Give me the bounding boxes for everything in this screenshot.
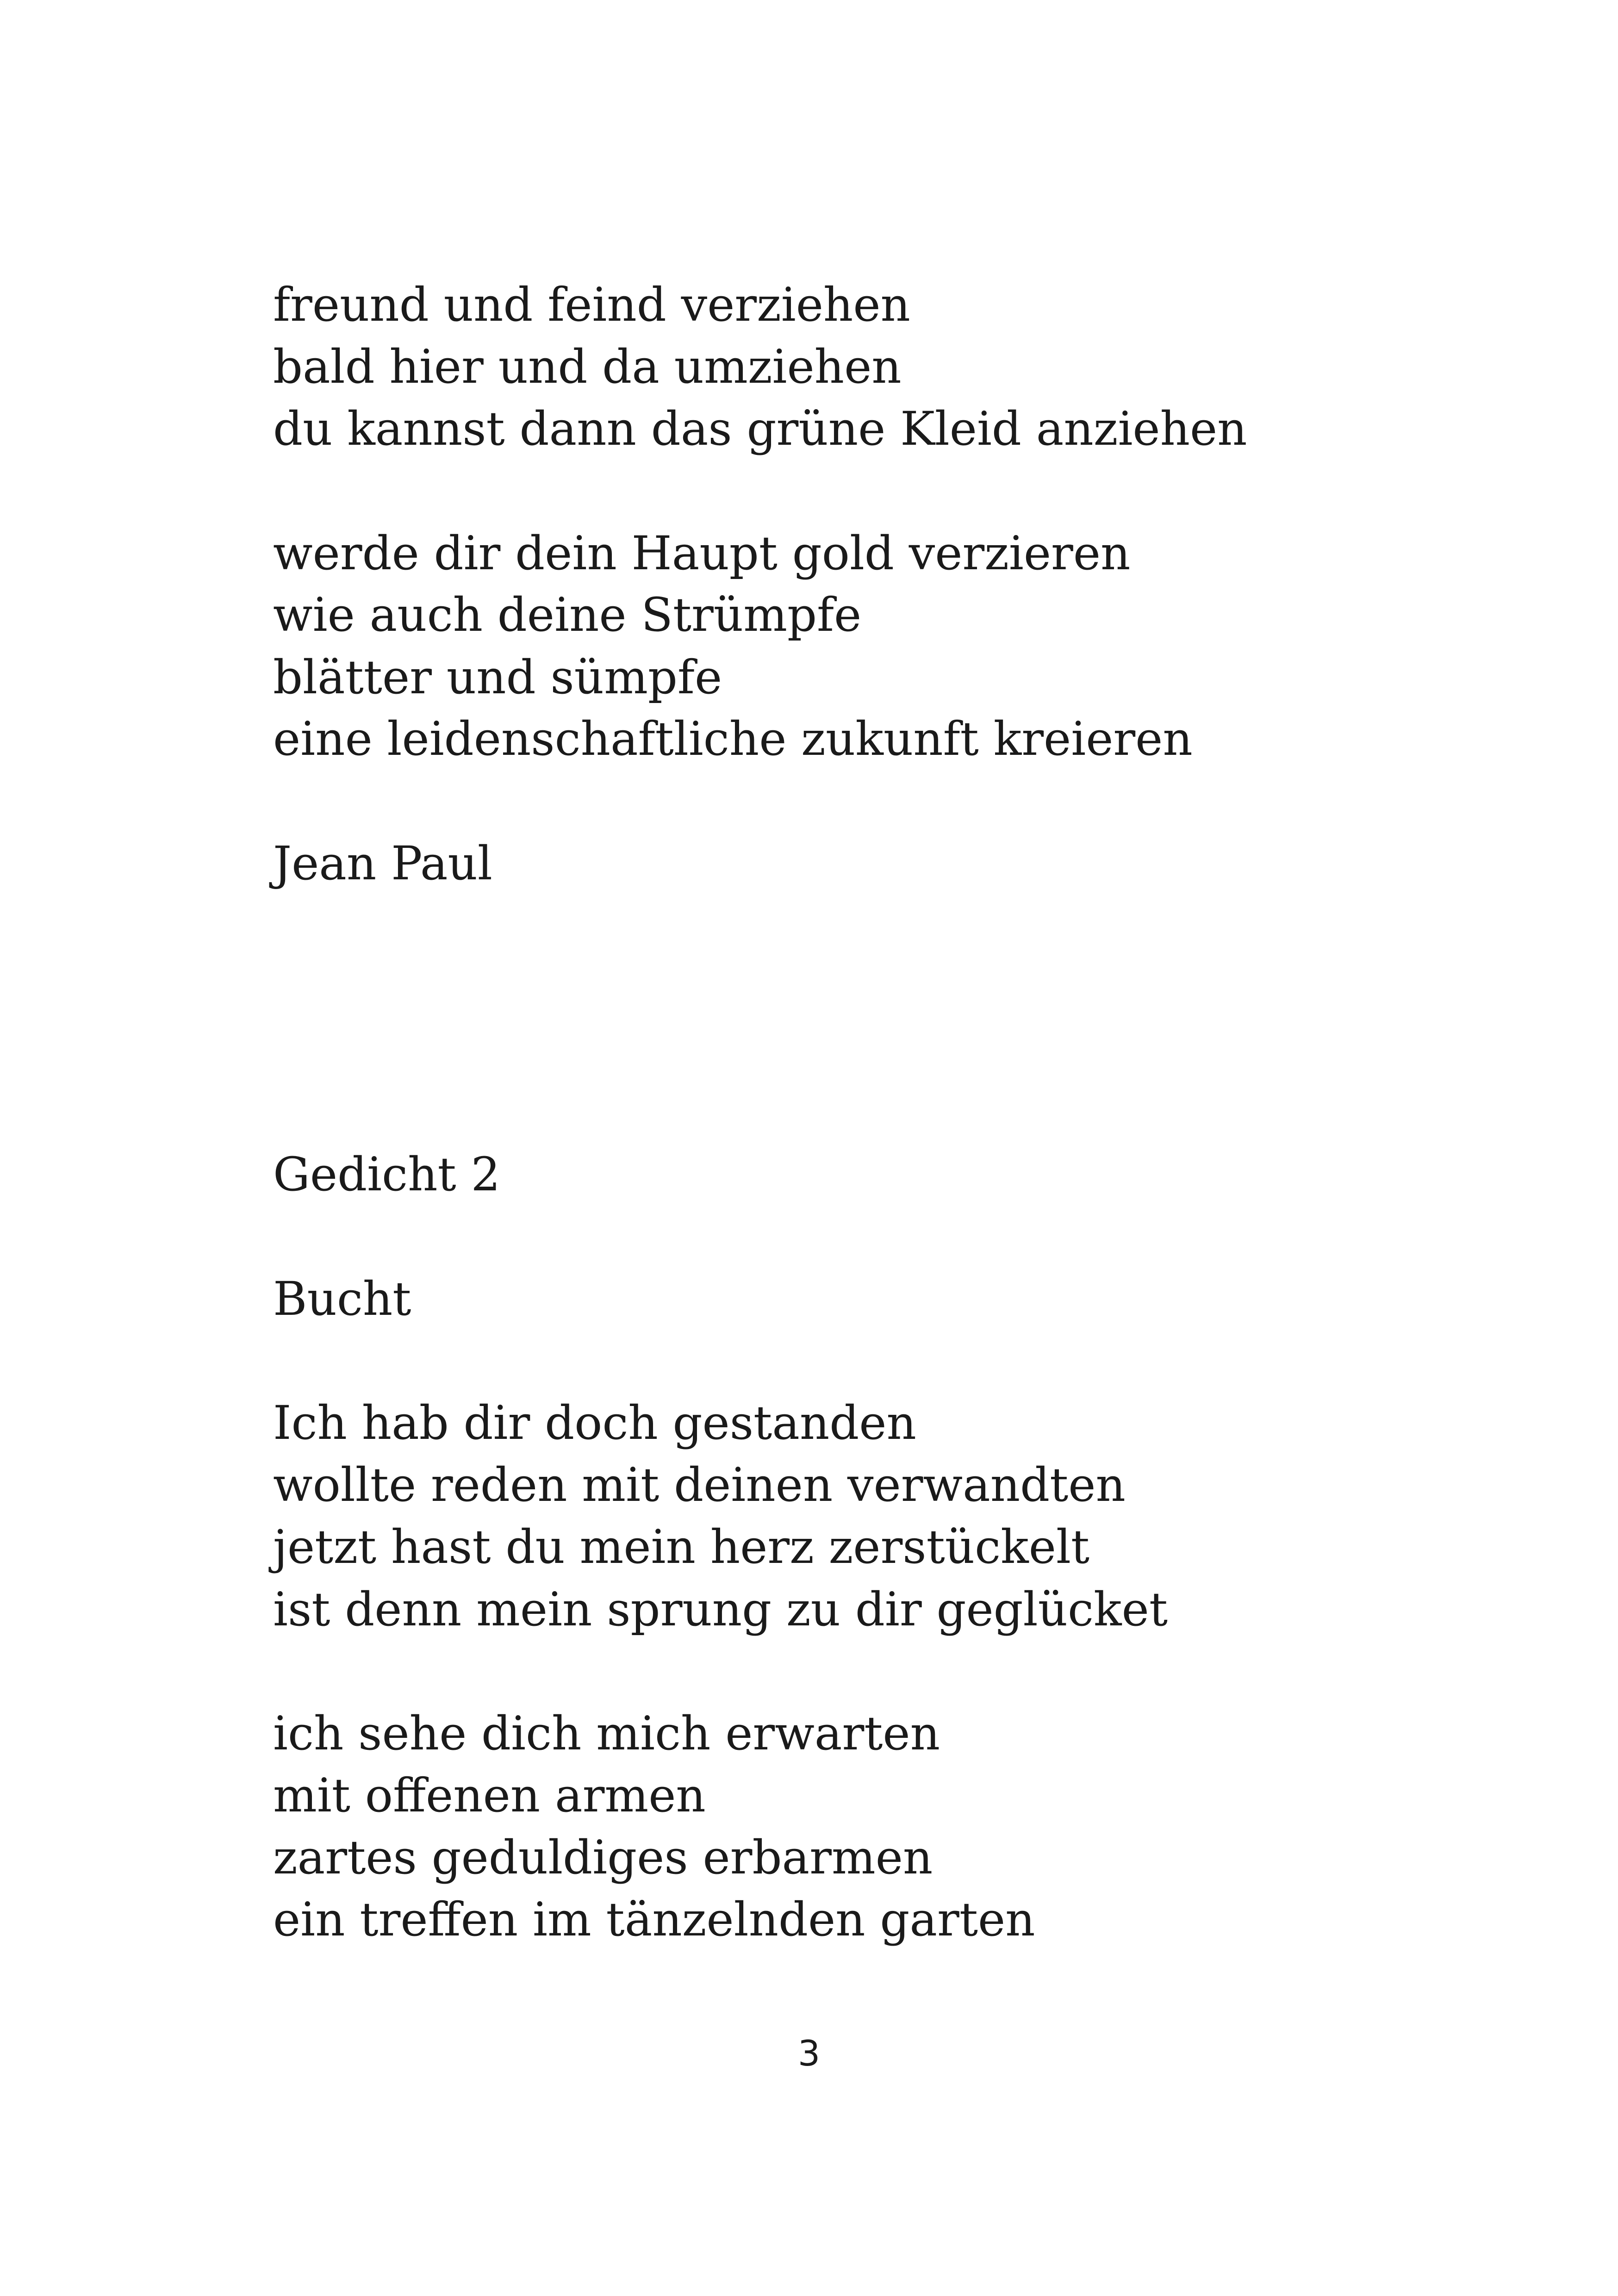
poem-line: zartes geduldiges erbarmen	[273, 1830, 933, 1885]
poem-line: ist denn mein sprung zu dir geglücket	[273, 1582, 1168, 1636]
poem-line: ich sehe dich mich erwarten	[273, 1706, 940, 1761]
poem-line: freund und feind verziehen	[273, 278, 910, 332]
poem-line: bald hier und da umziehen	[273, 340, 902, 394]
poem-line: ein treffen im tänzelnden garten	[273, 1892, 1035, 1947]
poem-title: Bucht	[273, 1272, 411, 1326]
poem-author: Jean Paul	[273, 836, 492, 890]
poem-line: werde dir dein Haupt gold verzieren	[273, 526, 1131, 580]
poem-line: blätter und sümpfe	[273, 650, 722, 704]
poem-line: du kannst dann das grüne Kleid anziehen	[273, 402, 1247, 456]
poem-line: eine leidenschaftliche zukunft kreieren	[273, 712, 1193, 766]
poem-line: jetzt hast du mein herz zerstückelt	[273, 1520, 1090, 1574]
poem-line: mit offenen armen	[273, 1768, 706, 1823]
poem-line: Ich hab dir doch gestanden	[273, 1396, 916, 1450]
poem-line: wollte reden mit deinen verwandten	[273, 1458, 1126, 1512]
page-number: 3	[797, 2033, 821, 2074]
poem-heading: Gedicht 2	[273, 1147, 501, 1201]
poem-line: wie auch deine Strümpfe	[273, 588, 862, 642]
